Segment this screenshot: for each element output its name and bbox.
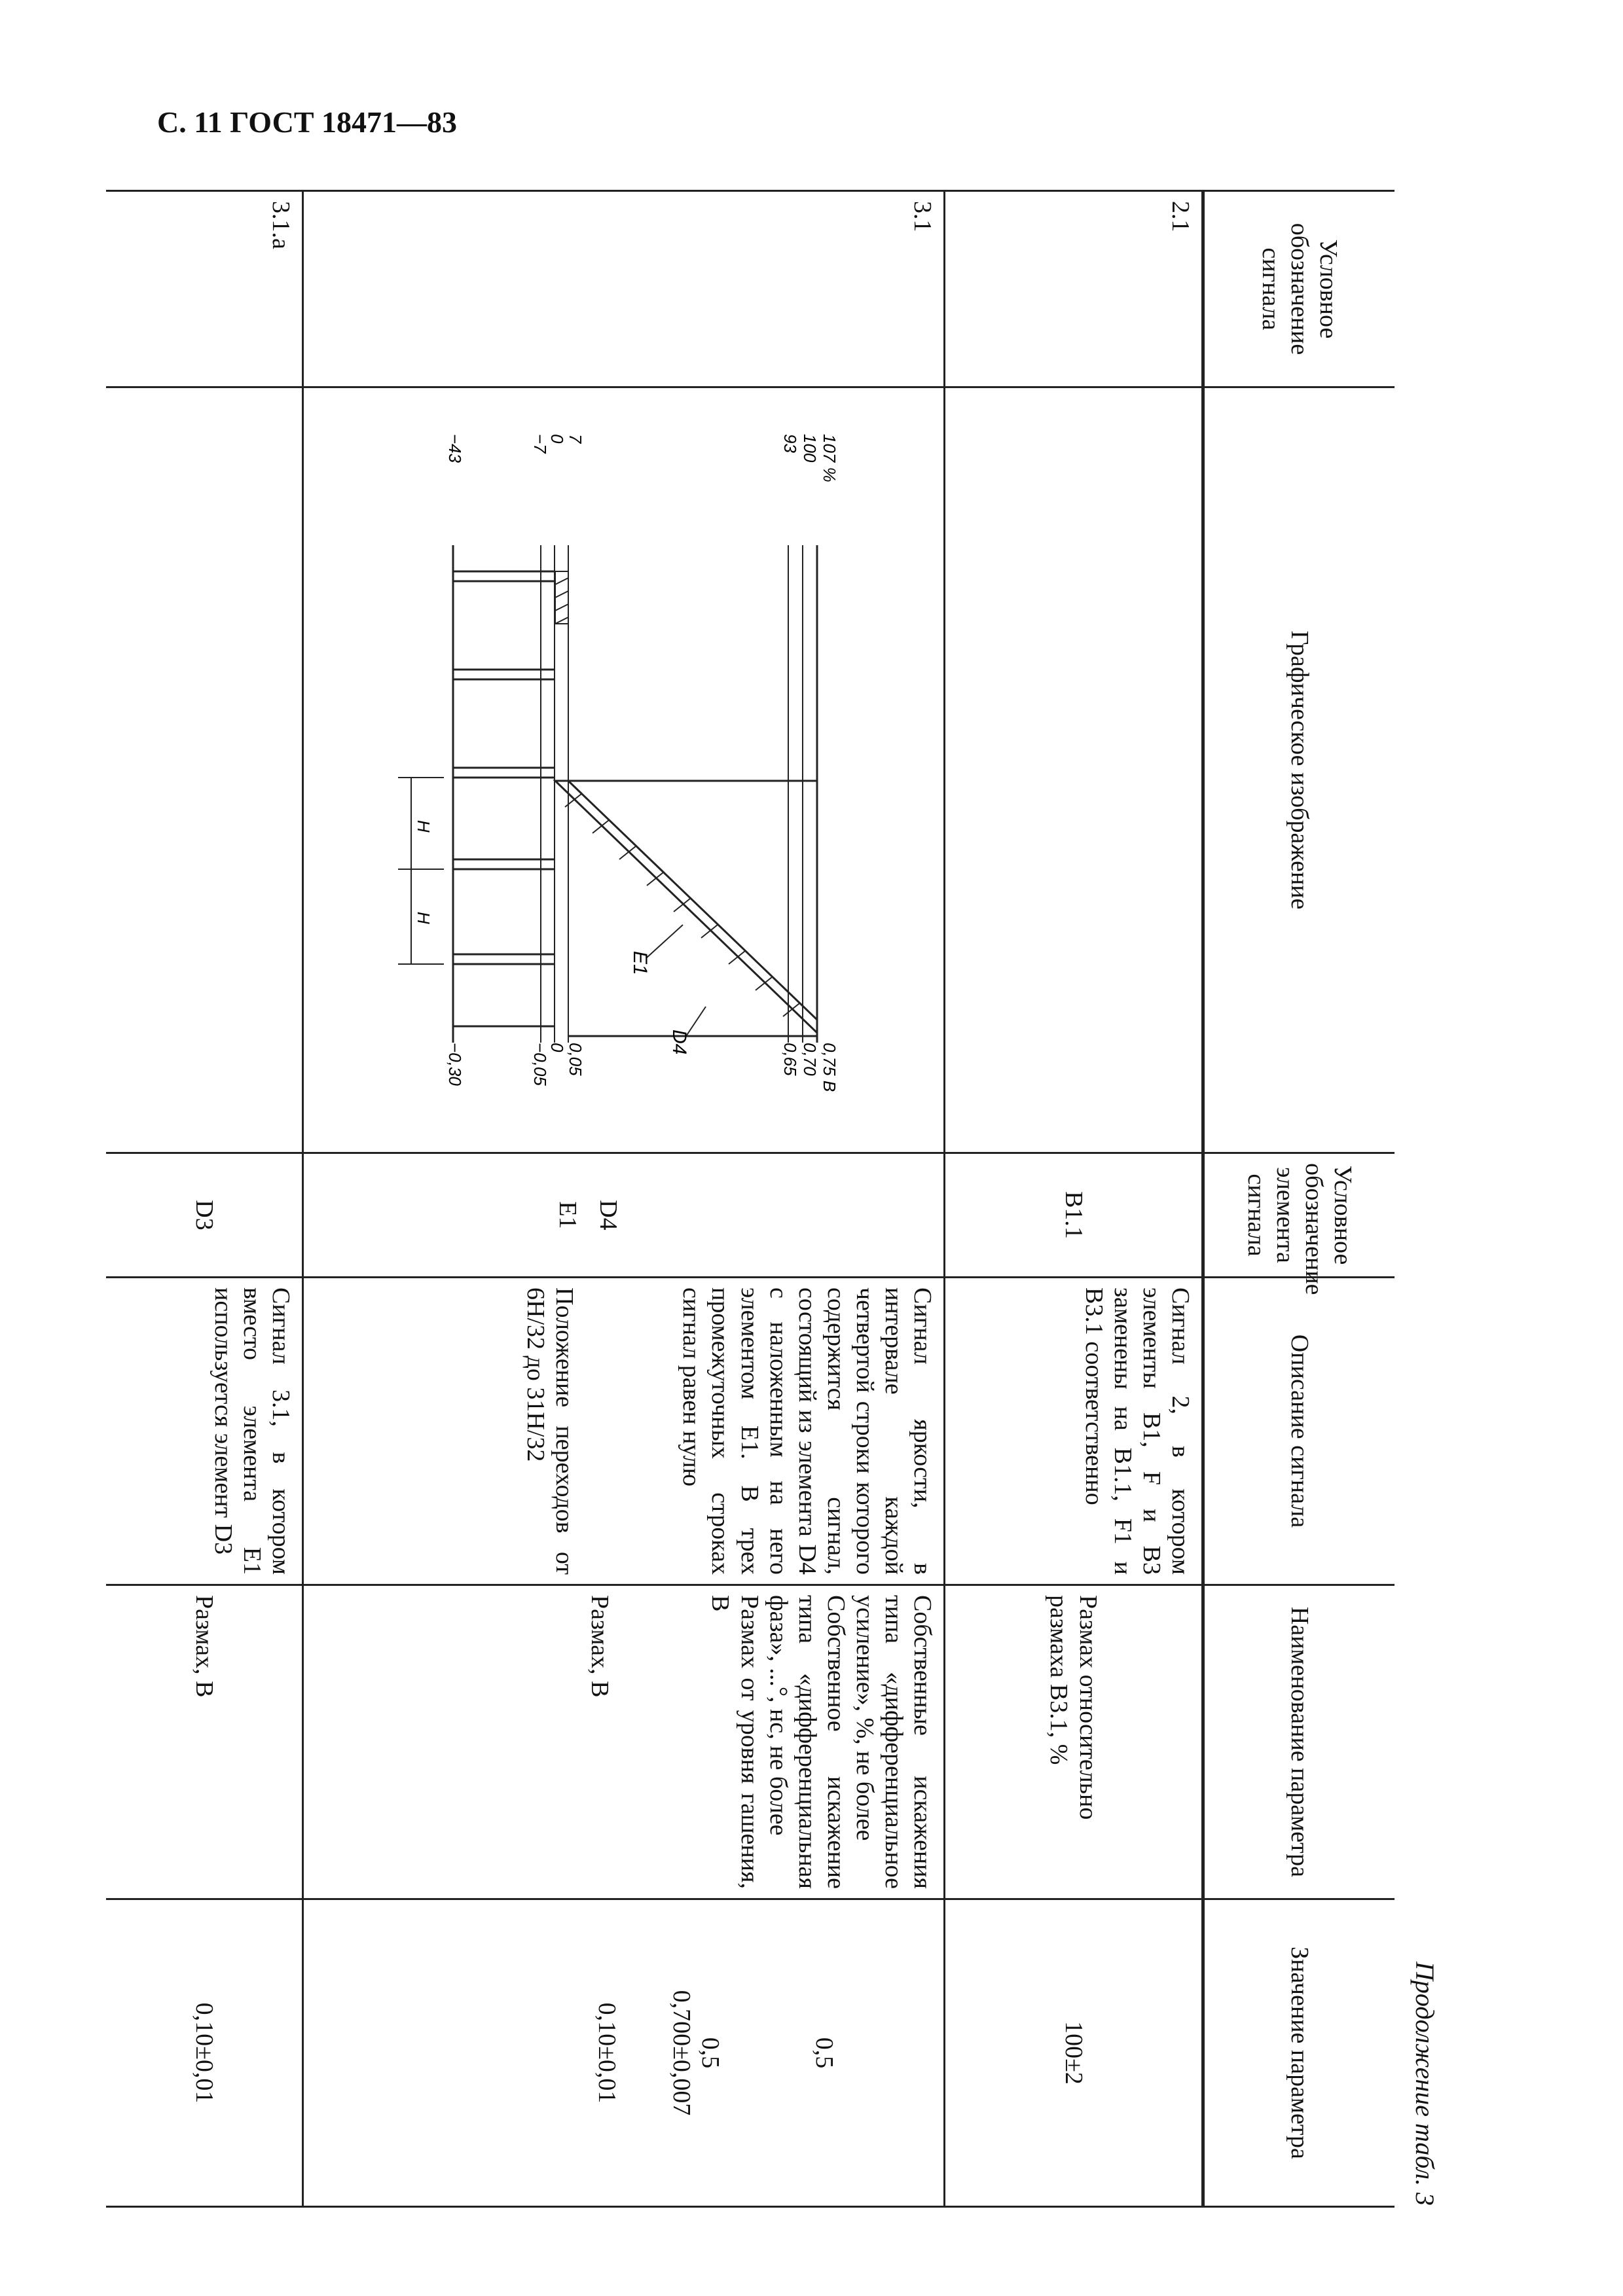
row-3-1-element-d4: D4 <box>594 1200 622 1230</box>
row-2-1-param-value: 100±2 <box>945 1899 1203 2207</box>
row-3-1-value-1: 0,5 <box>811 2037 838 2069</box>
row-3-1a-signal: 3.1.a <box>107 191 303 387</box>
signal-waveform-figure <box>333 388 922 1134</box>
row-2-1-element: B1.1 <box>945 1153 1203 1278</box>
fig-label-d4: D4 <box>668 1030 690 1055</box>
row-3-1a-description: Сигнал 3.1, в котором вместо элемента E1 используется элемент D3 <box>107 1278 303 1585</box>
col-element-code: Условное обозначение элемента сигнала <box>1203 1153 1395 1278</box>
parameters-table <box>107 190 1395 2208</box>
rotated-table-block <box>190 190 1440 2206</box>
col-param-value: Значение параметра <box>1203 1899 1395 2207</box>
fig-label-e1: E1 <box>629 951 651 975</box>
row-3-1a-param-name: Размах, В <box>107 1585 303 1899</box>
page-header: С. 11 ГОСТ 18471—83 <box>157 105 458 139</box>
fig-right-label-4: 7 <box>565 434 585 444</box>
row-3-1-description-2: Положение переходов от 6H/32 до 31H/32 <box>522 1287 579 1575</box>
row-2-1-description: Сигнал 2, в котором элементы B1, F и B3 заменены на B1.1, F1 и B3.1 соответственно <box>945 1278 1203 1585</box>
fig-right-label-3: 93 <box>780 434 800 453</box>
fig-left-label-1: 0,75 В <box>819 1043 839 1092</box>
row-3-1-param-2: Собственное искажение типа «дифференциальная фаза», ...°, нс, не более <box>764 1595 850 1889</box>
fig-left-label-6: −0,05 <box>530 1043 550 1086</box>
row-3-1-graphic <box>303 387 945 1153</box>
row-3-1-value-4: 0,10±0,01 <box>593 2002 621 2104</box>
fig-left-label-4: 0,05 <box>565 1043 585 1076</box>
row-2-1-param-name: Размах относительно размаха B3.1, % <box>945 1585 1203 1899</box>
row-3-1-value-3: 0,700±0,007 <box>667 1990 695 2116</box>
row-3-1-description: Сигнал яркости, в интервале каждой четвертой строки которого содержится сигнал, состоящий из элемента D4 с наложенным на него элементом E1. В трех промежуточных строках сигнал равен нулю <box>678 1287 936 1575</box>
fig-right-label-2: 100 <box>799 434 820 463</box>
fig-right-label-7: −43 <box>445 434 465 463</box>
col-signal-code: Условное обозначение сигнала <box>1203 191 1395 387</box>
fig-right-label-1: 107 % <box>819 434 839 482</box>
fig-left-label-3: 0,65 <box>780 1043 800 1076</box>
row-3-1-description-cell <box>303 1278 945 1585</box>
fig-left-label-7: −0,30 <box>445 1043 465 1086</box>
row-3-1-params <box>303 1585 945 1899</box>
fig-label-h-2: H <box>413 912 433 924</box>
row-3-1a-param-value: 0,10±0,01 <box>107 1899 303 2207</box>
table-caption: Продолжение табл. 3 <box>1410 1961 1440 2206</box>
col-graphic: Графическое изображение <box>1203 387 1395 1153</box>
row-3-1-value-2: 0,5 <box>696 2037 724 2069</box>
row-3-1-element-e1: E1 <box>553 1201 581 1229</box>
row-3-1-values <box>303 1899 945 2207</box>
row-2-1-graphic <box>945 387 1203 1153</box>
row-3-1-param-1: Собственные искажения типа «дифференциальное усиление», %, не более <box>850 1595 936 1889</box>
row-2-1-signal: 2.1 <box>945 191 1203 387</box>
row-3-1a-graphic <box>107 387 303 1153</box>
col-description: Описание сигнала <box>1203 1278 1395 1585</box>
fig-right-label-6: −7 <box>530 434 550 454</box>
row-3-1-param-3: Размах от уровня гашения, В <box>706 1595 763 1889</box>
col-param-name: Наименование параметра <box>1203 1585 1395 1899</box>
fig-left-label-2: 0,70 <box>799 1043 820 1076</box>
row-3-1a-element: D3 <box>107 1153 303 1278</box>
row-3-1-signal: 3.1 <box>303 191 945 387</box>
fig-left-label-5: 0 <box>547 1043 567 1052</box>
fig-label-h-1: H <box>413 820 433 833</box>
fig-right-label-5: 0 <box>547 434 567 444</box>
row-3-1-param-4: Размах, В <box>586 1595 614 1698</box>
row-3-1-elements <box>303 1153 945 1278</box>
